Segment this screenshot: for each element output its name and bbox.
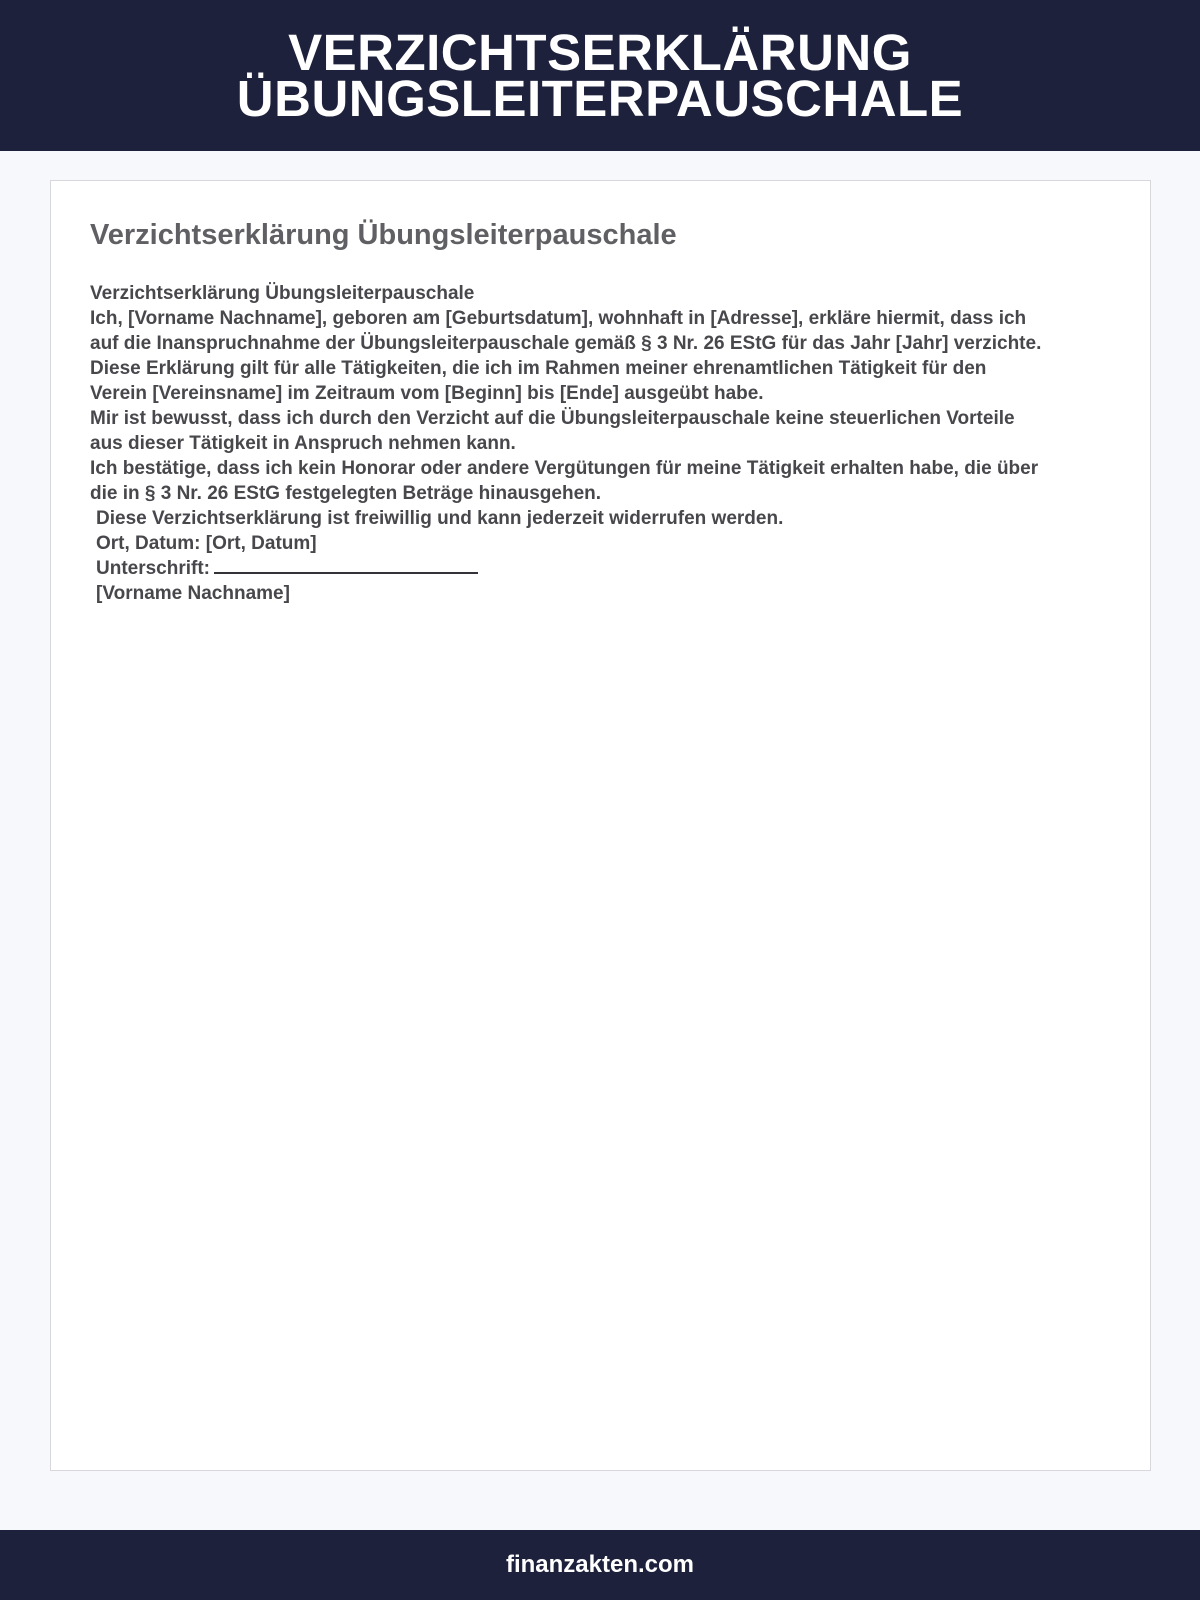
signature-row (90, 556, 1120, 581)
place-date-line: Ort, Datum: [Ort, Datum] (96, 533, 317, 554)
document-title: Verzichtserklärung Übungsleiterpauschale (90, 219, 677, 251)
signature-line (214, 556, 478, 574)
header-title-line-1: VERZICHTSERKLÄRUNG (288, 23, 912, 81)
body-line: Diese Erklärung gilt für alle Tätigkeiten, die ich im Rahmen meiner ehrenamtlichen Tätigkeit für den (90, 358, 987, 379)
closing-statement: Diese Verzichtserklärung ist freiwillig und kann jederzeit widerrufen werden. (96, 508, 784, 529)
body-line: Verzichtserklärung Übungsleiterpauschale (90, 283, 475, 304)
signature-label: Unterschrift: (96, 558, 211, 579)
page-header (0, 0, 1200, 151)
signer-name: [Vorname Nachname] (96, 583, 290, 604)
body-line: Mir ist bewusst, dass ich durch den Verzicht auf die Übungsleiterpauschale keine steuerlichen Vorteile (90, 408, 1015, 429)
body-line: Verein [Vereinsname] im Zeitraum vom [Beginn] bis [Ende] ausgeübt habe. (90, 383, 764, 404)
header-title-line-2: ÜBUNGSLEITERPAUSCHALE (236, 69, 964, 127)
body-line: Ich bestätige, dass ich kein Honorar oder andere Vergütungen für meine Tätigkeit erhalten habe, die über (90, 458, 1039, 479)
body-line: die in § 3 Nr. 26 EStG festgelegten Beträge hinausgehen. (90, 483, 602, 504)
body-line: auf die Inanspruchnahme der Übungsleiterpauschale gemäß § 3 Nr. 26 EStG für das Jahr [Jahr] verzichte. (90, 333, 1042, 354)
body-line: Ich, [Vorname Nachname], geboren am [Geburtsdatum], wohnhaft in [Adresse], erkläre hiermit, dass ich (90, 308, 1027, 329)
footer-site-name: finanzakten.com (505, 1551, 695, 1578)
page-footer (0, 1530, 1200, 1600)
document-card (50, 180, 1151, 1471)
document-body (90, 281, 1120, 606)
body-line: aus dieser Tätigkeit in Anspruch nehmen kann. (90, 433, 516, 454)
